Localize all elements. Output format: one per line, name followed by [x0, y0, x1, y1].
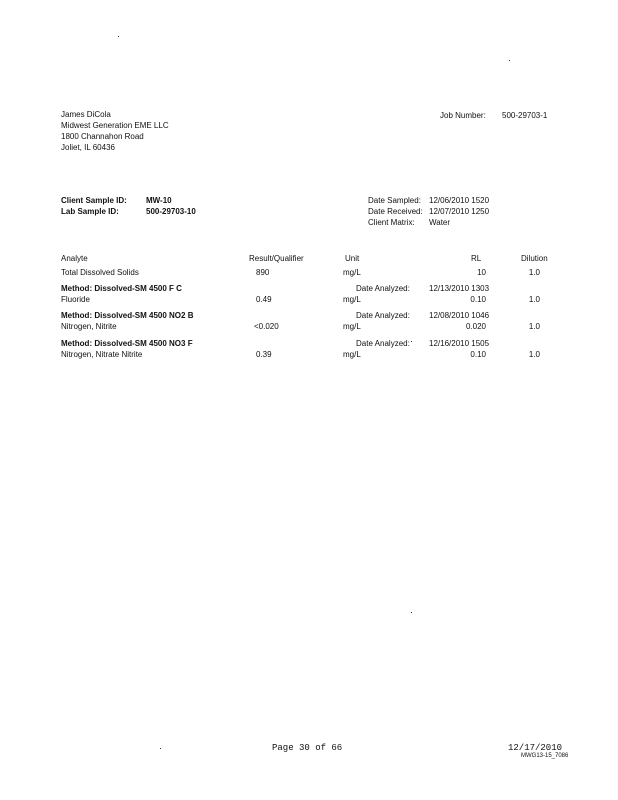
lab-sample-id-label: Lab Sample ID: [61, 207, 119, 216]
date-received-value: 12/07/2010 1250 [429, 207, 490, 216]
scan-speck [509, 60, 510, 61]
row-rl: 10 [477, 268, 486, 277]
date-analyzed-value: 12/13/2010 1303 [429, 284, 490, 293]
row-analyte: Total Dissolved Solids [61, 268, 139, 277]
page-number: Page 30 of 66 [272, 743, 343, 753]
city-state-zip: Joliet, IL 60436 [61, 143, 115, 152]
date-sampled-value: 12/06/2010 1520 [429, 196, 490, 205]
date-received-label: Date Received: [368, 207, 423, 216]
scan-speck [118, 36, 119, 37]
date-analyzed-label: Date Analyzed: [356, 339, 410, 348]
lab-sample-id-value: 500-29703-10 [146, 207, 196, 216]
row-result: 890 [256, 268, 270, 277]
row-analyte: Fluoride [61, 295, 90, 304]
row-unit: mg/L [343, 350, 361, 359]
scan-speck [160, 748, 161, 749]
row-unit: mg/L [343, 295, 361, 304]
method-title: Method: Dissolved-SM 4500 F C [61, 284, 182, 293]
header-analyte: Analyte [61, 254, 88, 263]
row-result: <0.020 [254, 322, 279, 331]
row-dilution: 1.0 [528, 268, 540, 277]
row-rl: 0.10 [470, 350, 486, 359]
method-title: Method: Dissolved-SM 4500 NO3 F [61, 339, 193, 348]
row-dilution: 1.0 [528, 295, 540, 304]
row-result: 0.39 [256, 350, 272, 359]
row-analyte: Nitrogen, Nitrite [61, 322, 117, 331]
header-rl: RL [471, 254, 482, 263]
row-result: 0.49 [256, 295, 272, 304]
date-analyzed-label: Date Analyzed: [356, 284, 410, 293]
method-title: Method: Dissolved-SM 4500 NO2 B [61, 311, 194, 320]
client-matrix-label: Client Matrix: [368, 218, 415, 227]
company-name: Midwest Generation EME LLC [61, 121, 169, 130]
row-unit: mg/L [343, 268, 361, 277]
scan-speck [411, 612, 412, 613]
row-rl: 0.020 [465, 322, 486, 331]
client-matrix-value: Water [429, 218, 451, 227]
job-number-value: 500-29703-1 [502, 111, 548, 120]
client-sample-id-value: MW-10 [146, 196, 172, 205]
report-date: 12/17/2010 [508, 743, 563, 753]
date-sampled-label: Date Sampled: [368, 196, 421, 205]
row-analyte: Nitrogen, Nitrate Nitrite [61, 350, 143, 359]
document-code: MWG13-15_7086 [521, 753, 569, 759]
row-unit: mg/L [343, 322, 361, 331]
row-dilution: 1.0 [528, 322, 540, 331]
scan-speck [411, 341, 412, 342]
header-unit: Unit [345, 254, 360, 263]
date-analyzed-value: 12/16/2010 1505 [429, 339, 490, 348]
client-sample-id-label: Client Sample ID: [61, 196, 127, 205]
job-number-label: Job Number: [440, 111, 486, 120]
date-analyzed-value: 12/08/2010 1046 [429, 311, 490, 320]
street-address: 1800 Channahon Road [61, 132, 144, 141]
header-result-qualifier: Result/Qualifier [249, 254, 304, 263]
contact-name: James DiCola [61, 110, 111, 119]
header-dilution: Dilution [521, 254, 548, 263]
row-dilution: 1.0 [528, 350, 540, 359]
row-rl: 0.10 [470, 295, 486, 304]
date-analyzed-label: Date Analyzed: [356, 311, 410, 320]
